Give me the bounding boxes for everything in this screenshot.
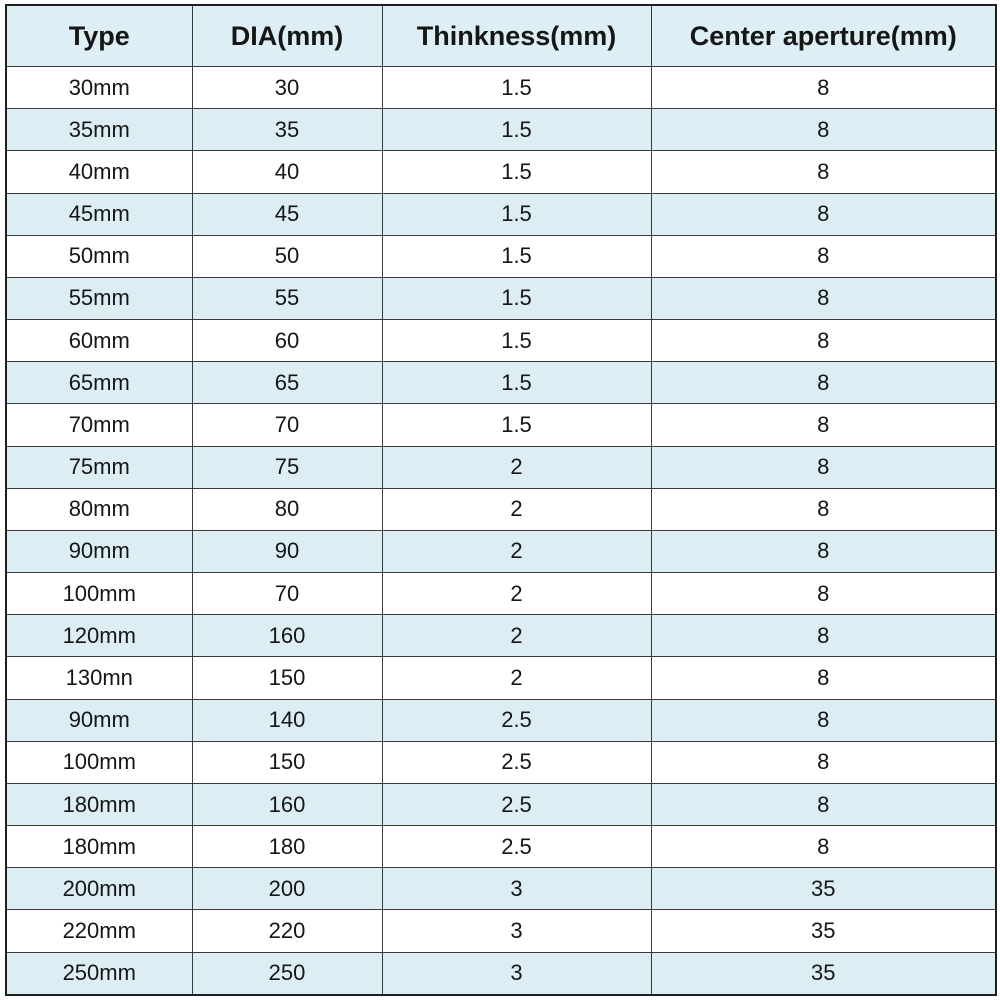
header-dia: DIA(mm) — [192, 5, 382, 67]
cell-thickness: 2.5 — [382, 741, 651, 783]
cell-thickness: 2 — [382, 573, 651, 615]
cell-type: 90mm — [6, 699, 192, 741]
cell-type: 130mn — [6, 657, 192, 699]
cell-type: 40mm — [6, 151, 192, 193]
cell-dia: 45 — [192, 193, 382, 235]
cell-type: 50mm — [6, 235, 192, 277]
table-row — [6, 699, 996, 741]
cell-center-aperture: 8 — [651, 235, 996, 277]
cell-center-aperture: 8 — [651, 783, 996, 825]
header-center-aperture: Center aperture(mm) — [651, 5, 996, 67]
cell-thickness: 2 — [382, 615, 651, 657]
table-row — [6, 151, 996, 193]
cell-type: 60mm — [6, 320, 192, 362]
cell-dia: 75 — [192, 446, 382, 488]
cell-thickness: 3 — [382, 910, 651, 952]
cell-dia: 90 — [192, 530, 382, 572]
cell-thickness: 2.5 — [382, 699, 651, 741]
cell-dia: 50 — [192, 235, 382, 277]
cell-dia: 35 — [192, 109, 382, 151]
cell-dia: 150 — [192, 741, 382, 783]
cell-center-aperture: 35 — [651, 868, 996, 910]
table-row — [6, 783, 996, 825]
table-row — [6, 193, 996, 235]
table-row — [6, 910, 996, 952]
cell-type: 100mm — [6, 741, 192, 783]
cell-thickness: 2 — [382, 488, 651, 530]
table-row — [6, 530, 996, 572]
cell-dia: 200 — [192, 868, 382, 910]
cell-center-aperture: 8 — [651, 277, 996, 319]
cell-thickness: 2.5 — [382, 783, 651, 825]
cell-thickness: 1.5 — [382, 109, 651, 151]
cell-dia: 60 — [192, 320, 382, 362]
cell-type: 220mm — [6, 910, 192, 952]
header-type: Type — [6, 5, 192, 67]
cell-type: 180mm — [6, 783, 192, 825]
cell-dia: 180 — [192, 826, 382, 868]
cell-center-aperture: 8 — [651, 446, 996, 488]
cell-thickness: 1.5 — [382, 404, 651, 446]
cell-dia: 160 — [192, 783, 382, 825]
header-row — [6, 5, 996, 67]
cell-center-aperture: 8 — [651, 320, 996, 362]
cell-type: 35mm — [6, 109, 192, 151]
cell-center-aperture: 8 — [651, 193, 996, 235]
cell-dia: 140 — [192, 699, 382, 741]
cell-dia: 40 — [192, 151, 382, 193]
cell-center-aperture: 8 — [651, 488, 996, 530]
header-thickness: Thinkness(mm) — [382, 5, 651, 67]
cell-dia: 30 — [192, 67, 382, 109]
cell-thickness: 2 — [382, 530, 651, 572]
table-row — [6, 446, 996, 488]
cell-dia: 220 — [192, 910, 382, 952]
cell-type: 200mm — [6, 868, 192, 910]
cell-dia: 70 — [192, 404, 382, 446]
cell-center-aperture: 8 — [651, 362, 996, 404]
cell-thickness: 3 — [382, 868, 651, 910]
cell-type: 70mm — [6, 404, 192, 446]
cell-center-aperture: 8 — [651, 615, 996, 657]
cell-thickness: 1.5 — [382, 362, 651, 404]
cell-center-aperture: 8 — [651, 826, 996, 868]
cell-type: 45mm — [6, 193, 192, 235]
cell-type: 250mm — [6, 952, 192, 995]
cell-type: 180mm — [6, 826, 192, 868]
cell-dia: 55 — [192, 277, 382, 319]
cell-center-aperture: 8 — [651, 67, 996, 109]
cell-thickness: 2 — [382, 446, 651, 488]
table-row — [6, 826, 996, 868]
cell-type: 90mm — [6, 530, 192, 572]
cell-thickness: 1.5 — [382, 67, 651, 109]
table-body — [6, 67, 996, 996]
cell-center-aperture: 35 — [651, 952, 996, 995]
cell-thickness: 1.5 — [382, 151, 651, 193]
cell-thickness: 1.5 — [382, 235, 651, 277]
cell-center-aperture: 35 — [651, 910, 996, 952]
table-row — [6, 615, 996, 657]
cell-type: 65mm — [6, 362, 192, 404]
table-row — [6, 573, 996, 615]
cell-dia: 250 — [192, 952, 382, 995]
cell-dia: 70 — [192, 573, 382, 615]
cell-center-aperture: 8 — [651, 109, 996, 151]
cell-thickness: 1.5 — [382, 277, 651, 319]
table-row — [6, 362, 996, 404]
table-row — [6, 277, 996, 319]
cell-dia: 160 — [192, 615, 382, 657]
cell-dia: 80 — [192, 488, 382, 530]
cell-center-aperture: 8 — [651, 573, 996, 615]
cell-center-aperture: 8 — [651, 404, 996, 446]
cell-thickness: 1.5 — [382, 193, 651, 235]
cell-center-aperture: 8 — [651, 699, 996, 741]
cell-center-aperture: 8 — [651, 741, 996, 783]
table-row — [6, 404, 996, 446]
cell-center-aperture: 8 — [651, 530, 996, 572]
cell-center-aperture: 8 — [651, 657, 996, 699]
cell-type: 100mm — [6, 573, 192, 615]
cell-type: 80mm — [6, 488, 192, 530]
table-row — [6, 235, 996, 277]
cell-type: 75mm — [6, 446, 192, 488]
cell-type: 30mm — [6, 67, 192, 109]
table-header — [6, 5, 996, 67]
table-row — [6, 488, 996, 530]
table-row — [6, 952, 996, 995]
cell-thickness: 2 — [382, 657, 651, 699]
cell-type: 55mm — [6, 277, 192, 319]
cell-type: 120mm — [6, 615, 192, 657]
cell-dia: 150 — [192, 657, 382, 699]
table-row — [6, 109, 996, 151]
spec-table — [5, 4, 997, 996]
table-row — [6, 320, 996, 362]
cell-thickness: 1.5 — [382, 320, 651, 362]
cell-dia: 65 — [192, 362, 382, 404]
cell-thickness: 2.5 — [382, 826, 651, 868]
table-row — [6, 868, 996, 910]
table-row — [6, 657, 996, 699]
table-row — [6, 67, 996, 109]
cell-center-aperture: 8 — [651, 151, 996, 193]
cell-thickness: 3 — [382, 952, 651, 995]
table-row — [6, 741, 996, 783]
